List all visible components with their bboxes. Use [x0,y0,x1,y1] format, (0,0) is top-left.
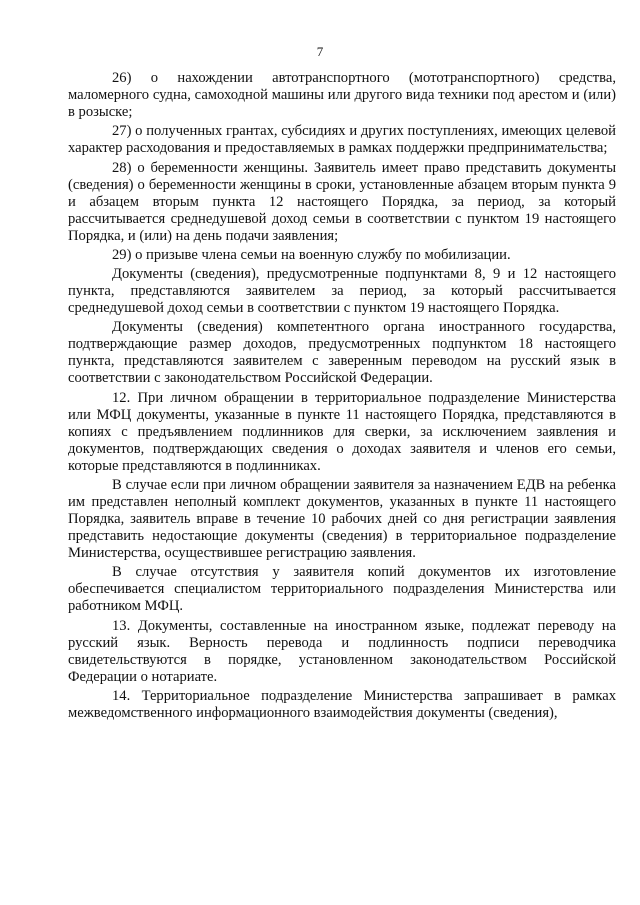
paragraph-foreign-documents: Документы (сведения) компетентного органа иностранного государства, подтверждающие размер доходов, предусмотренных подпунктом 18 настоящего пункта, представляются заявителем с заверенным переводом на русский язык в соответствии с законодательством Российской Федерации. [68,319,616,387]
paragraph-documents-period: Документы (сведения), предусмотренные подпунктами 8, 9 и 12 настоящего пункта, представляются заявителем за период, за который рассчитывается среднедушевой доход семьи в соответствии с пунктом 19 настоящего Порядка. [68,266,616,317]
paragraph-no-copies: В случае отсутствия у заявителя копий документов их изготовление обеспечивается специалистом территориального подразделения Министерства или работником МФЦ. [68,564,616,615]
paragraph-incomplete-set: В случае если при личном обращении заявителя за назначением ЕДВ на ребенка им представлен неполный комплект документов, указанных в пункте 11 настоящего Порядка, заявитель вправе в течение 10 рабочих дней со дня регистрации заявления представить недостающие документы (сведения) в территориальное подразделение Министерства, осуществившее регистрацию заявления. [68,477,616,562]
document-body [68,70,616,724]
paragraph-item-29: 29) о призыве члена семьи на военную службу по мобилизации. [112,246,511,263]
paragraph-item-27: 27) о полученных грантах, субсидиях и других поступлениях, имеющих целевой характер расходования и предоставляемых в рамках поддержки предпринимательства; [68,123,616,157]
paragraph-item-28: 28) о беременности женщины. Заявитель имеет право представить документы (сведения) о беременности женщины в сроки, установленные абзацем вторым пункта 9 и абзацем вторым пункта 12 настоящего Порядка, за период, за который рассчитывается среднедушевой доход семьи в соответствии с пунктом 19 настоящего Порядка, и (или) на день подачи заявления; [68,159,616,244]
paragraph-section-13: 13. Документы, составленные на иностранном языке, подлежат переводу на русский язык. Верность перевода и подлинность подписи переводчика свидетельствуются в порядке, установленном законодательством Российской Федерации о нотариате. [68,617,616,685]
page-number: 7 [316,44,324,59]
paragraph-section-14: 14. Территориальное подразделение Министерства запрашивает в рамках межведомственного информационного взаимодействия документы (сведения), [68,687,616,721]
paragraph-section-12: 12. При личном обращении в территориальное подразделение Министерства или МФЦ документы, указанные в пункте 11 настоящего Порядка, представляются в копиях с предъявлением подлинников для сверки, за исключением заявления и документов, подтверждающих сведения о доходах заявителя и членов его семьи, которые представляются в подлинниках. [68,389,616,474]
paragraph-item-26: 26) о нахождении автотранспортного (мототранспортного) средства, маломерного судна, самоходной машины или другого вида техники под арестом и (или) в розыске; [68,70,616,120]
